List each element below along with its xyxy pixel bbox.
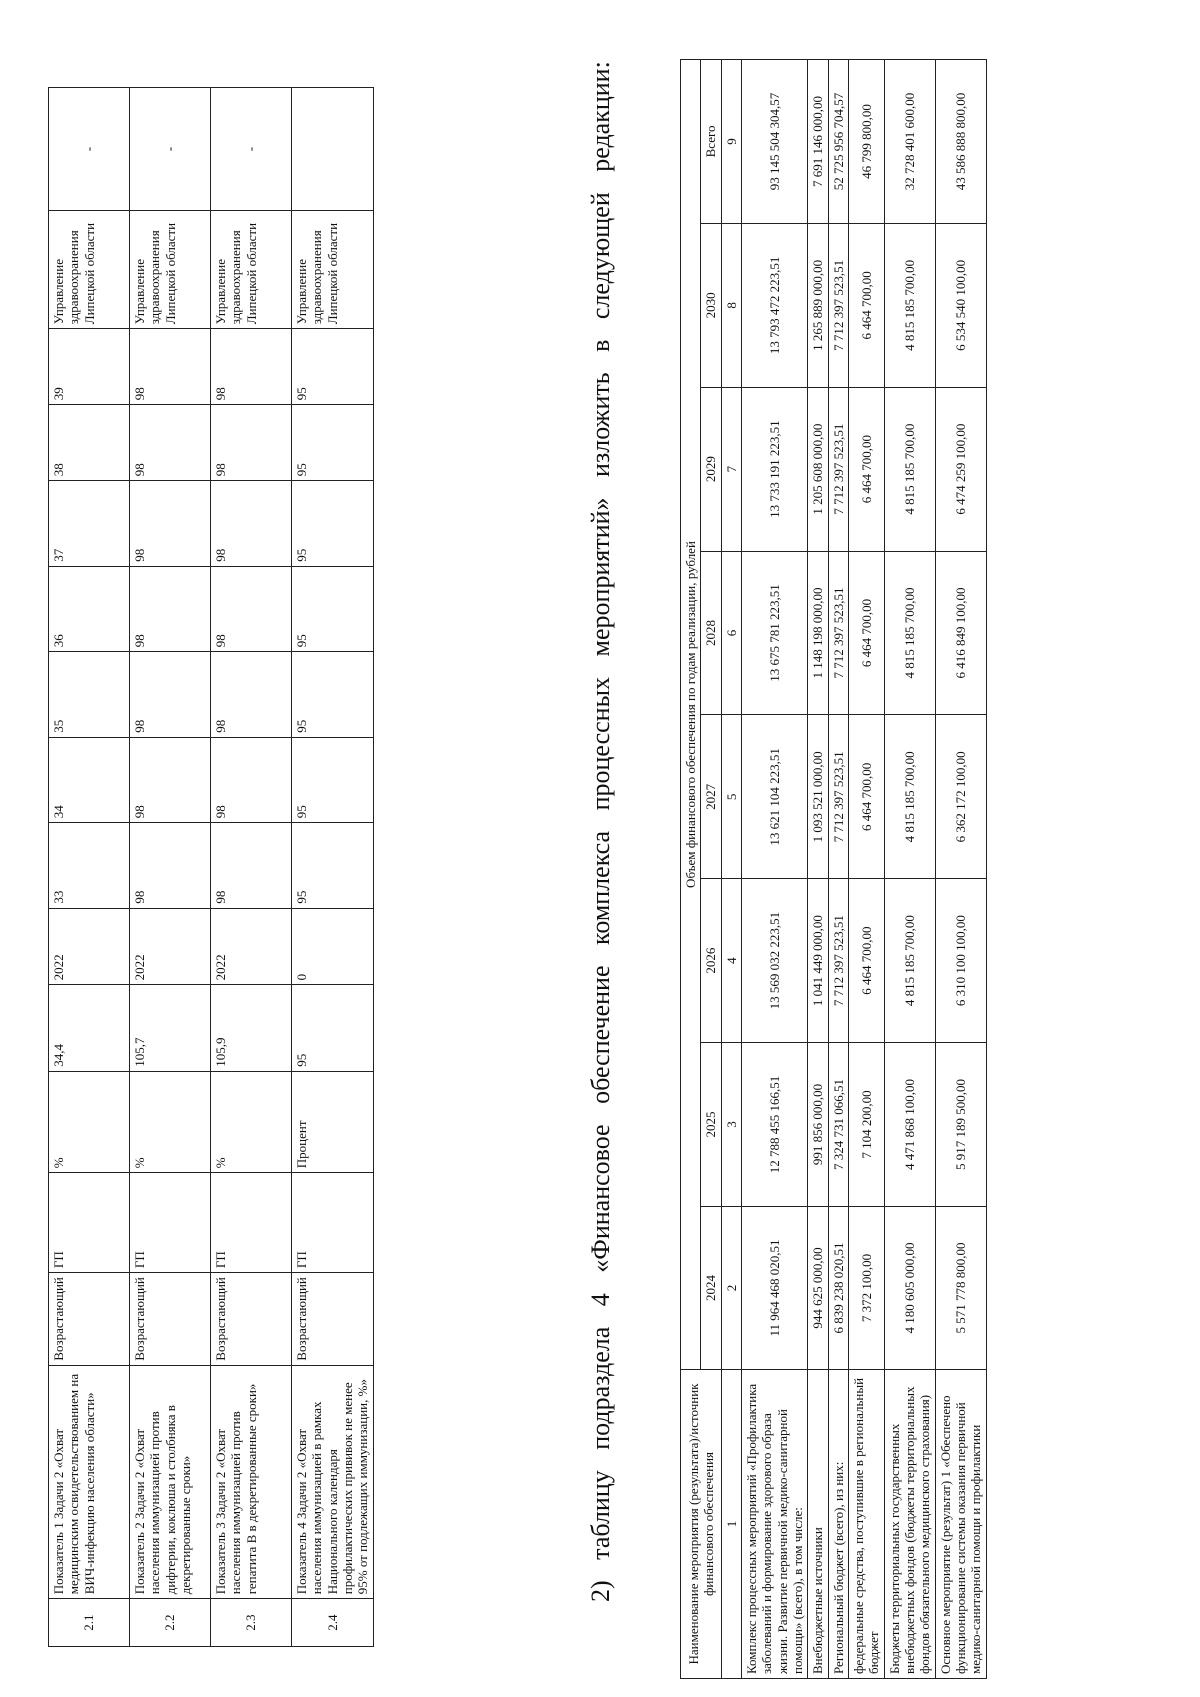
- indicator-cell-trend: Возрастающий: [211, 1273, 292, 1366]
- finance-row: [828, 60, 848, 1679]
- indicator-cell-y2025: 34: [49, 737, 130, 822]
- indicator-cell-level: ГП: [49, 1173, 130, 1273]
- finance-value: 6 474 259 100,00: [935, 387, 986, 551]
- finance-value: 13 793 472 223,51: [741, 223, 807, 387]
- indicator-cell-y2026: 98: [211, 652, 292, 737]
- indicator-cell-name: Показатель 4 Задачи 2 «Охват населения иммунизацией в рамках Национального календаря профилактических прививок не менее 95% от подлежащих иммунизации, %»: [292, 1365, 374, 1599]
- indicator-cell-y2029: 38: [49, 405, 130, 481]
- year-header: Всего: [701, 60, 721, 224]
- finance-value: 4 815 185 700,00: [884, 387, 935, 551]
- finance-row: [848, 60, 884, 1679]
- finance-value: 7 324 731 066,51: [828, 1043, 848, 1207]
- indicator-cell-responsible: Управление здравоохранения Липецкой области: [130, 211, 211, 329]
- finance-value: 11 964 468 020,51: [741, 1206, 807, 1369]
- indicator-cell-base-year: 2022: [211, 908, 292, 985]
- finance-value: 1 265 889 000,00: [808, 223, 828, 387]
- finance-value: 6 416 849 100,00: [935, 551, 986, 715]
- finance-value: 32 728 401 600,00: [884, 60, 935, 224]
- column-number: 5: [721, 715, 741, 879]
- finance-row-name: Региональный бюджет (всего), из них:: [828, 1370, 848, 1679]
- indicator-cell-extra: -: [211, 88, 292, 211]
- indicator-cell-extra: [292, 88, 374, 211]
- indicator-cell-y2024: 98: [130, 823, 211, 908]
- finance-value: 4 815 185 700,00: [884, 715, 935, 879]
- finance-value: 12 788 455 166,51: [741, 1043, 807, 1207]
- year-header: 2027: [701, 715, 721, 879]
- column-number: 1: [721, 1370, 741, 1679]
- indicator-cell-unit: Процент: [292, 1071, 374, 1173]
- column-number: 8: [721, 223, 741, 387]
- indicator-cell-name: Показатель 1 Задачи 2 «Охват медицинским освидетельствованием на ВИЧ-инфекцию населения области»: [49, 1365, 130, 1599]
- indicator-cell-y2025: 95: [292, 737, 374, 822]
- indicator-cell-y2028: 37: [49, 481, 130, 566]
- indicator-cell-y2026: 95: [292, 652, 374, 737]
- finance-value: 13 733 191 223,51: [741, 387, 807, 551]
- year-header: 2028: [701, 551, 721, 715]
- finance-row-name: Внебюджетные источники: [808, 1370, 828, 1679]
- indicator-row: [292, 88, 374, 1647]
- year-header: 2024: [701, 1206, 721, 1369]
- column-number: 7: [721, 387, 741, 551]
- finance-row-name: федеральные средства, поступившие в региональный бюджет: [848, 1370, 884, 1679]
- indicator-cell-trend: Возрастающий: [49, 1273, 130, 1366]
- finance-value: 7 712 397 523,51: [828, 715, 848, 879]
- indicator-cell-extra: -: [130, 88, 211, 211]
- indicator-cell-level: ГП: [130, 1173, 211, 1273]
- indicator-cell-y2028: 98: [211, 481, 292, 566]
- indicator-cell-y2029: 98: [130, 405, 211, 481]
- indicator-cell-y2028: 95: [292, 481, 374, 566]
- indicator-cell-y2030: 98: [130, 329, 211, 405]
- finance-value: 6 534 540 100,00: [935, 223, 986, 387]
- indicator-cell-y2027: 36: [49, 566, 130, 651]
- indicator-cell-y2026: 35: [49, 652, 130, 737]
- indicator-cell-responsible: Управление здравоохранения Липецкой области: [211, 211, 292, 329]
- indicator-row: [211, 88, 292, 1647]
- header-name: Наименование мероприятия (результата)/источник финансового обеспечения: [681, 1370, 722, 1679]
- indicator-cell-name: Показатель 2 Задачи 2 «Охват населения иммунизацией против дифтерии, коклюша и столбняка в декретированные сроки»: [130, 1365, 211, 1599]
- finance-value: 4 815 185 700,00: [884, 223, 935, 387]
- indicator-cell-y2024: 95: [292, 823, 374, 908]
- indicator-cell-responsible: Управление здравоохранения Липецкой области: [49, 211, 130, 329]
- finance-row-name: Основное мероприятие (результат) 1 «Обеспечено функционирование системы оказания первичной медико-санитарной помощи и профилактики: [935, 1370, 986, 1679]
- indicator-cell-y2025: 98: [211, 737, 292, 822]
- indicator-cell-trend: Возрастающий: [292, 1273, 374, 1366]
- indicator-cell-y2026: 98: [130, 652, 211, 737]
- indicator-cell-level: ГП: [211, 1173, 292, 1273]
- indicator-cell-y2027: 95: [292, 566, 374, 651]
- column-number: 9: [721, 60, 741, 224]
- indicator-cell-level: ГП: [292, 1173, 374, 1273]
- finance-value: 7 712 397 523,51: [828, 551, 848, 715]
- finance-value: 6 310 100 100,00: [935, 879, 986, 1043]
- indicator-cell-y2030: 39: [49, 329, 130, 405]
- indicator-cell-base-value: 105,7: [130, 985, 211, 1071]
- finance-value: 6 362 172 100,00: [935, 715, 986, 879]
- finance-value: 4 815 185 700,00: [884, 551, 935, 715]
- finance-value: 1 093 521 000,00: [808, 715, 828, 879]
- finance-value: 43 586 888 800,00: [935, 60, 986, 224]
- indicator-cell-unit: %: [130, 1071, 211, 1173]
- finance-value: 6 464 700,00: [848, 387, 884, 551]
- finance-table: [680, 59, 987, 1679]
- finance-value: 13 675 781 223,51: [741, 551, 807, 715]
- finance-value: 13 621 104 223,51: [741, 715, 807, 879]
- finance-row-name: Комплекс процессных мероприятий «Профилактика заболеваний и формирование здорового образа жизни. Развитие первичной медико-санитарной помощи» (всего), в том числе:: [741, 1370, 807, 1679]
- year-header: 2030: [701, 223, 721, 387]
- finance-value: 7 712 397 523,51: [828, 879, 848, 1043]
- finance-value: 944 625 000,00: [808, 1206, 828, 1369]
- indicator-row: [130, 88, 211, 1647]
- indicator-cell-extra: -: [49, 88, 130, 211]
- indicator-cell-y2024: 98: [211, 823, 292, 908]
- header-volume: Объем финансового обеспечения по годам реализации, рублей: [681, 60, 701, 1370]
- column-number: 4: [721, 879, 741, 1043]
- finance-value: 7 712 397 523,51: [828, 387, 848, 551]
- indicator-cell-num: 2.1: [49, 1599, 130, 1647]
- finance-row: [935, 60, 986, 1679]
- column-number: 2: [721, 1206, 741, 1369]
- finance-value: 1 148 198 000,00: [808, 551, 828, 715]
- indicator-cell-y2027: 98: [130, 566, 211, 651]
- finance-value: 1 205 608 000,00: [808, 387, 828, 551]
- column-number: 3: [721, 1043, 741, 1207]
- finance-value: 13 569 032 223,51: [741, 879, 807, 1043]
- indicator-cell-y2027: 98: [211, 566, 292, 651]
- indicator-cell-y2029: 95: [292, 405, 374, 481]
- indicator-cell-y2030: 95: [292, 329, 374, 405]
- column-number: 6: [721, 551, 741, 715]
- finance-value: 7 691 146 000,00: [808, 60, 828, 224]
- indicator-cell-unit: %: [211, 1071, 292, 1173]
- finance-row: [741, 60, 807, 1679]
- indicator-cell-trend: Возрастающий: [130, 1273, 211, 1366]
- indicator-cell-base-year: 0: [292, 908, 374, 985]
- finance-value: 93 145 504 304,57: [741, 60, 807, 224]
- finance-value: 6 464 700,00: [848, 223, 884, 387]
- indicator-cell-base-value: 95: [292, 985, 374, 1071]
- indicator-cell-base-value: 34,4: [49, 985, 130, 1071]
- year-header: 2029: [701, 387, 721, 551]
- indicator-row: [49, 88, 130, 1647]
- indicator-cell-num: 2.4: [292, 1599, 374, 1647]
- indicator-cell-num: 2.3: [211, 1599, 292, 1647]
- finance-value: 6 464 700,00: [848, 879, 884, 1043]
- indicator-cell-num: 2.2: [130, 1599, 211, 1647]
- indicator-cell-base-year: 2022: [130, 908, 211, 985]
- finance-value: 991 856 000,00: [808, 1043, 828, 1207]
- indicator-cell-y2028: 98: [130, 481, 211, 566]
- year-header: 2026: [701, 879, 721, 1043]
- finance-value: 4 471 868 100,00: [884, 1043, 935, 1207]
- finance-value: 7 104 200,00: [848, 1043, 884, 1207]
- indicator-cell-y2030: 98: [211, 329, 292, 405]
- indicator-cell-y2024: 33: [49, 823, 130, 908]
- indicator-cell-base-value: 105,9: [211, 985, 292, 1071]
- finance-value: 4 180 605 000,00: [884, 1206, 935, 1369]
- indicator-cell-base-year: 2022: [49, 908, 130, 985]
- finance-value: 7 372 100,00: [848, 1206, 884, 1369]
- finance-value: 6 464 700,00: [848, 715, 884, 879]
- section-heading: 2) таблицу подраздела 4 «Финансовое обеспечение комплекса процессных мероприятий» изложить в следующей редакции:: [586, 61, 615, 1602]
- finance-value: 7 712 397 523,51: [828, 223, 848, 387]
- finance-value: 6 839 238 020,51: [828, 1206, 848, 1369]
- finance-value: 46 799 800,00: [848, 60, 884, 224]
- indicator-cell-y2025: 98: [130, 737, 211, 822]
- finance-value: 5 571 778 800,00: [935, 1206, 986, 1369]
- indicator-cell-responsible: Управление здравоохранения Липецкой области: [292, 211, 374, 329]
- indicator-cell-name: Показатель 3 Задачи 2 «Охват населения иммунизацией против гепатита В в декретированные сроки»: [211, 1365, 292, 1599]
- finance-value: 6 464 700,00: [848, 551, 884, 715]
- finance-value: 1 041 449 000,00: [808, 879, 828, 1043]
- finance-value: 4 815 185 700,00: [884, 879, 935, 1043]
- finance-row: [884, 60, 935, 1679]
- finance-value: 5 917 189 500,00: [935, 1043, 986, 1207]
- finance-row-name: Бюджеты территориальных государственных внебюджетных фондов (бюджеты территориальных фондов обязательного медицинского страхования): [884, 1370, 935, 1679]
- year-header: 2025: [701, 1043, 721, 1207]
- indicator-cell-y2029: 98: [211, 405, 292, 481]
- finance-row: [808, 60, 828, 1679]
- indicators-table: [48, 87, 374, 1647]
- indicator-cell-unit: %: [49, 1071, 130, 1173]
- finance-value: 52 725 956 704,57: [828, 60, 848, 224]
